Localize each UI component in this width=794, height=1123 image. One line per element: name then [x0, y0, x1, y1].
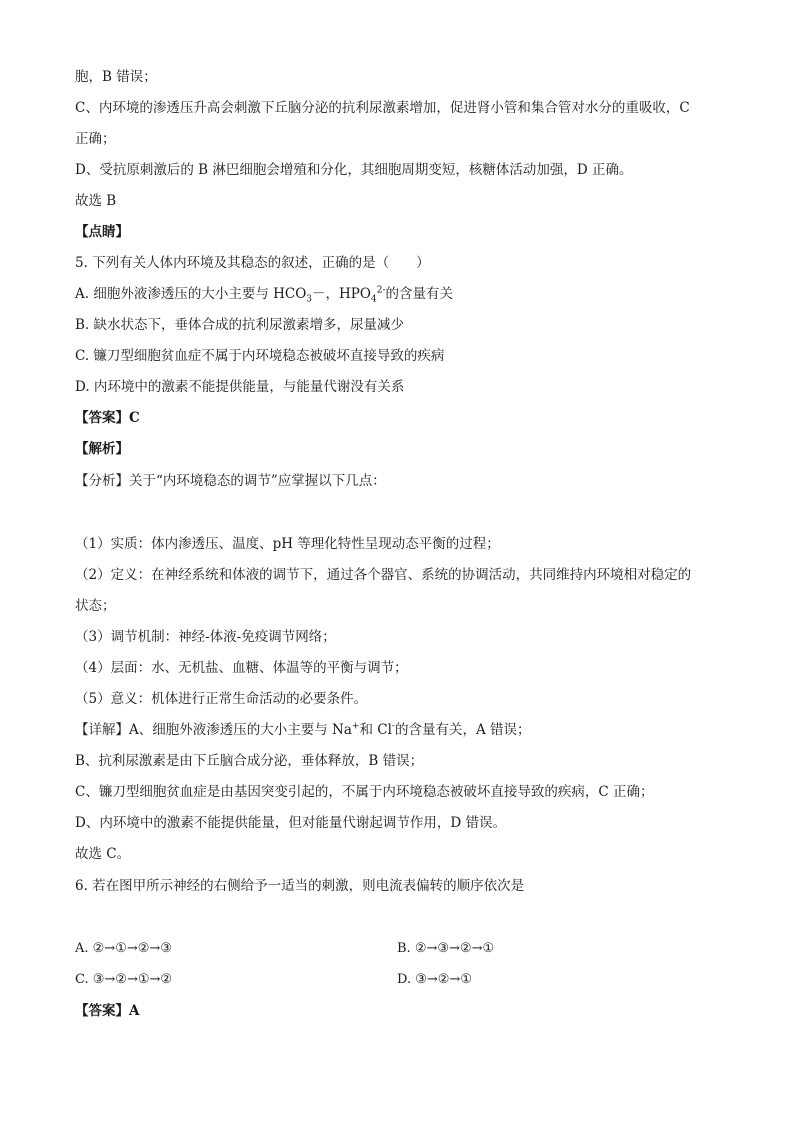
conclusion-line: 故选 C。	[75, 846, 131, 862]
question-5-stem: 5. 下列有关人体内环境及其稳态的叙述，正确的是（ ）	[75, 255, 430, 271]
text-line: 正确；	[75, 131, 116, 147]
question-6-option-a: A. ②→①→②→③	[75, 941, 172, 956]
detail-line: D、内环境中的激素不能提供能量，但对能量代谢起调节作用，D 错误。	[75, 815, 506, 831]
question-5-option-b: B. 缺水状态下，垂体合成的抗利尿激素增多，尿量减少	[75, 317, 405, 333]
question-5-option-c: C. 镰刀型细胞贫血症不属于内环境稳态被破坏直接导致的疾病	[75, 348, 445, 364]
question-6-option-d: D. ③→②→①	[397, 972, 472, 987]
analysis-point: 状态；	[75, 598, 116, 614]
text-line: 故选 B	[75, 193, 117, 209]
analysis-heading: 【解析】	[75, 441, 129, 457]
analysis-point: （2）定义：在神经系统和体液的调节下，通过各个器官、系统的协调活动，共同维持内环境相对稳定的	[75, 567, 692, 583]
analysis-point: （3）调节机制：神经-体液-免疫调节网络；	[75, 629, 336, 645]
section-heading: 【点睛】	[75, 224, 129, 240]
question-6-option-b: B. ②→③→②→①	[397, 941, 495, 956]
text-line: 胞，B 错误；	[75, 69, 157, 85]
answer-label: 【答案】A	[75, 1003, 140, 1019]
analysis-point: （4）层面：水、无机盐、血糖、体温等的平衡与调节；	[75, 660, 408, 676]
question-5-option-a: A. 细胞外液渗透压的大小主要与 $HCO_3-$，$HPO_4^{2-}$的含量有关	[75, 285, 453, 305]
detail-line: C、镰刀型细胞贫血症是由基因突变引起的，不属于内环境稳态被破坏直接导致的疾病，C 正确；	[75, 784, 654, 800]
analysis-point: （5）意义：机体进行正常生命活动的必要条件。	[75, 691, 368, 707]
analysis-point: （1）实质：体内渗透压、温度、pH 等理化特性呈现动态平衡的过程；	[75, 536, 500, 552]
detail-line: 【详解】A、细胞外液渗透压的大小主要与 Na+和 Cl-的含量有关，A 错误；	[75, 721, 531, 738]
text-line: C、内环境的渗透压升高会刺激下丘脑分泌的抗利尿激素增加，促进肾小管和集合管对水分的重吸收，C	[75, 100, 690, 116]
analysis-intro: 【分析】关于“内环境稳态的调节”应掌握以下几点：	[75, 473, 386, 489]
question-5-option-d: D. 内环境中的激素不能提供能量，与能量代谢没有关系	[75, 379, 405, 395]
detail-line: B、抗利尿激素是由下丘脑合成分泌，垂体释放，B 错误；	[75, 753, 424, 769]
answer-label: 【答案】C	[75, 410, 140, 426]
question-6-stem: 6. 若在图甲所示神经的右侧给予一适当的刺激，则电流表偏转的顺序依次是	[75, 878, 525, 894]
text-line: D、受抗原刺激后的 B 淋巴细胞会增殖和分化，其细胞周期变短，核糖体活动加强，D 正确。	[75, 162, 633, 178]
question-6-option-c: C. ③→②→①→②	[75, 972, 173, 987]
